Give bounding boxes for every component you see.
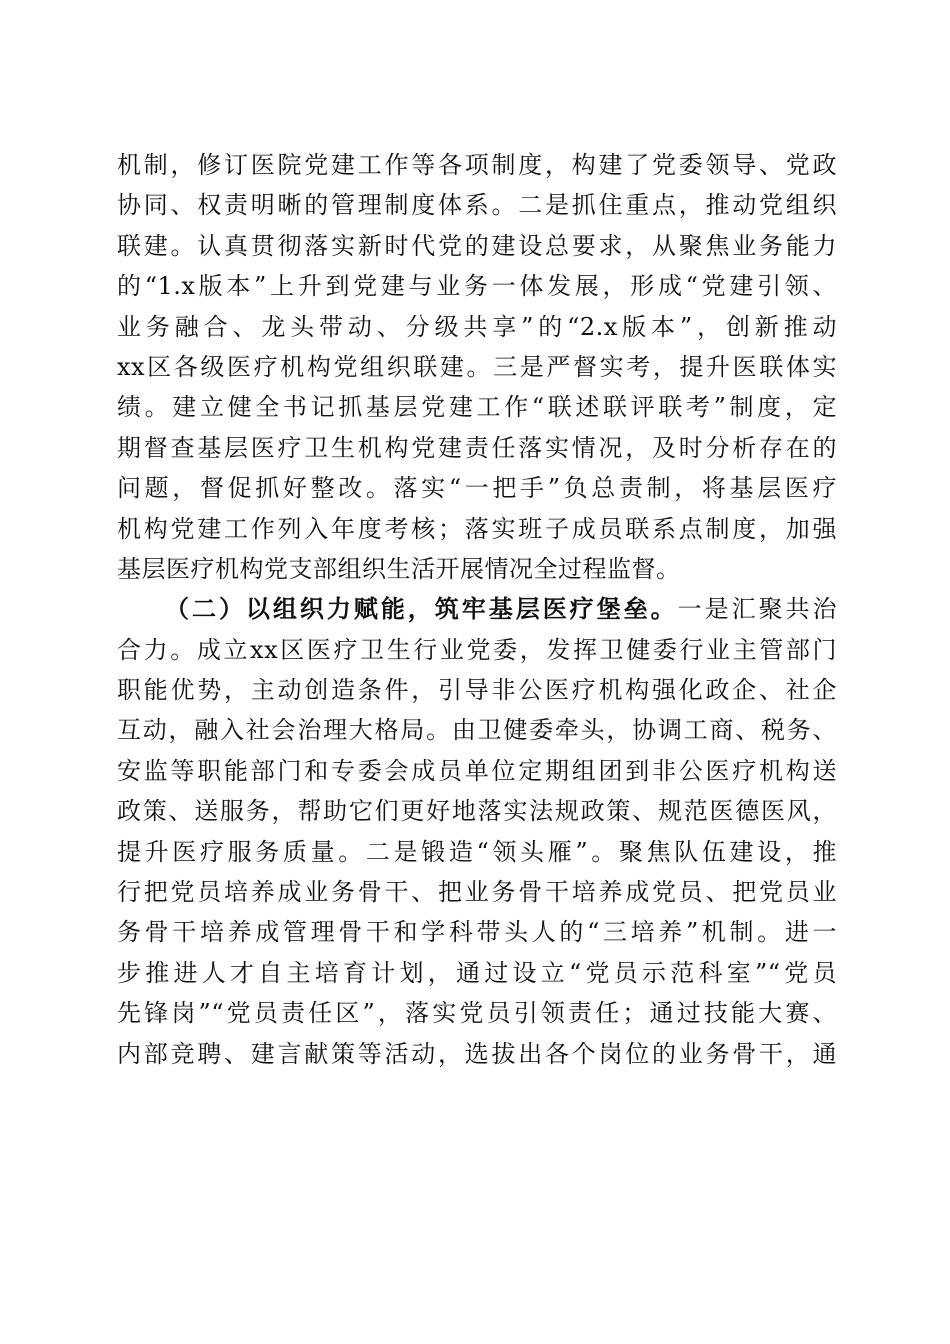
text-line: 基层医疗机构党支部组织生活开展情况全过程监督。	[117, 554, 681, 583]
paragraph-2	[117, 589, 837, 1074]
text-line: 互动，融入社会治理大格局。由卫健委牵头，协调工商、税务、	[117, 716, 837, 745]
text-line: 业务融合、龙头带动、分级共享”的“2.x版本”，创新推动	[117, 312, 837, 341]
text-line: 提升医疗服务质量。二是锻造“领头雁”。聚焦队伍建设，推	[117, 837, 837, 866]
document-body	[117, 145, 837, 1074]
text-line: 合力。成立xx区医疗卫生行业党委，发挥卫健委行业主管部门	[117, 635, 837, 664]
text-line: 职能优势，主动创造条件，引导非公医疗机构强化政企、社企	[117, 676, 837, 705]
text-line: 绩。建立健全书记抓基层党建工作“联述联评联考”制度，定	[117, 393, 837, 422]
text-line: 先锋岗”“党员责任区”，落实党员引领责任；通过技能大赛、	[117, 999, 837, 1028]
text-line: 行把党员培养成业务骨干、把业务骨干培养成党员、把党员业	[117, 878, 837, 907]
text-line: 安监等职能部门和专委会成员单位定期组团到非公医疗机构送	[117, 756, 837, 785]
text-line: 的“1.x版本”上升到党建与业务一体发展，形成“党建引领、	[117, 272, 837, 301]
text-line: 机制，修订医院党建工作等各项制度，构建了党委领导、党政	[117, 151, 837, 179]
text-line: xx区各级医疗机构党组织联建。三是严督实考，提升医联体实	[117, 352, 837, 381]
text-line: 政策、送服务，帮助它们更好地落实法规政策、规范医德医风，	[117, 797, 837, 826]
text-line: 务骨干培养成管理骨干和学科带头人的“三培养”机制。进一	[117, 918, 837, 947]
paragraph-first-line	[117, 589, 837, 629]
text-span: 一是汇聚共治	[677, 595, 838, 624]
text-line: 协同、权责明晰的管理制度体系。二是抓住重点，推动党组织	[117, 191, 837, 220]
paragraph-1	[117, 145, 837, 589]
text-line: 联建。认真贯彻落实新时代党的建设总要求，从聚焦业务能力	[117, 231, 837, 260]
text-line: 问题，督促抓好整改。落实“一把手”负总责制，将基层医疗	[117, 474, 837, 503]
section-heading: （二）以组织力赋能，筑牢基层医疗堡垒。	[165, 594, 678, 624]
text-line: 期督查基层医疗卫生机构党建责任落实情况，及时分析存在的	[117, 433, 837, 462]
text-line: 机构党建工作列入年度考核；落实班子成员联系点制度，加强	[117, 514, 837, 543]
text-line: 内部竞聘、建言献策等活动，选拔出各个岗位的业务骨干，通	[117, 1039, 837, 1068]
text-line: 步推进人才自主培育计划，通过设立“党员示范科室”“党员	[117, 958, 837, 987]
